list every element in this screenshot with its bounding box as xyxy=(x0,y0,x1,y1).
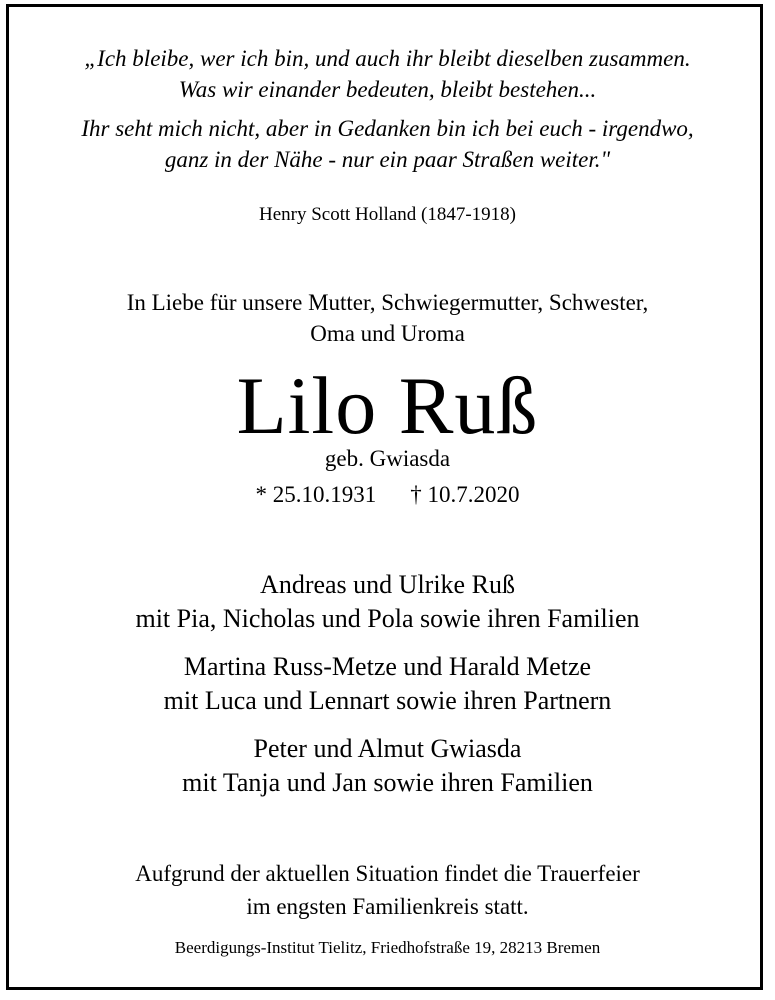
mourner-3-names: Peter und Almut Gwiasda xyxy=(253,734,522,763)
notice-line-2: im engsten Familienkreis statt. xyxy=(246,894,529,919)
maiden-name: geb. Gwiasda xyxy=(324,446,451,471)
mourner-3-family: mit Tanja und Jan sowie ihren Familien xyxy=(182,768,593,797)
mourner-1-family: mit Pia, Nicholas und Pola sowie ihren Familien xyxy=(135,604,640,633)
life-dates xyxy=(0,483,775,506)
quote-line-4: ganz in der Nähe - nur ein paar Straßen weiter." xyxy=(164,147,611,172)
quote-author: Henry Scott Holland (1847-1918) xyxy=(259,204,516,225)
funeral-home: Beerdigungs-Institut Tielitz, Friedhofstraße 19, 28213 Bremen xyxy=(174,938,601,957)
quote-line-2: Was wir einander bedeuten, bleibt bestehen... xyxy=(178,77,597,102)
intro-line-1: In Liebe für unsere Mutter, Schwiegermutter, Schwester, xyxy=(126,290,649,315)
notice-line-1: Aufgrund der aktuellen Situation findet die Trauerfeier xyxy=(135,861,640,886)
birth-date: * 25.10.1931 xyxy=(255,482,377,507)
mourner-2-names: Martina Russ-Metze und Harald Metze xyxy=(183,652,592,681)
deceased-name: Lilo Ruß xyxy=(236,360,539,451)
intro-line-2: Oma und Uroma xyxy=(310,321,465,346)
mourner-2-family: mit Luca und Lennart sowie ihren Partnern xyxy=(163,686,612,715)
mourner-1-names: Andreas und Ulrike Ruß xyxy=(260,570,515,599)
quote-line-1: „Ich bleibe, wer ich bin, und auch ihr bleibt dieselben zusammen. xyxy=(84,46,691,71)
death-date: † 10.7.2020 xyxy=(410,482,520,507)
quote-line-3: Ihr seht mich nicht, aber in Gedanken bin ich bei euch - irgendwo, xyxy=(81,116,694,141)
